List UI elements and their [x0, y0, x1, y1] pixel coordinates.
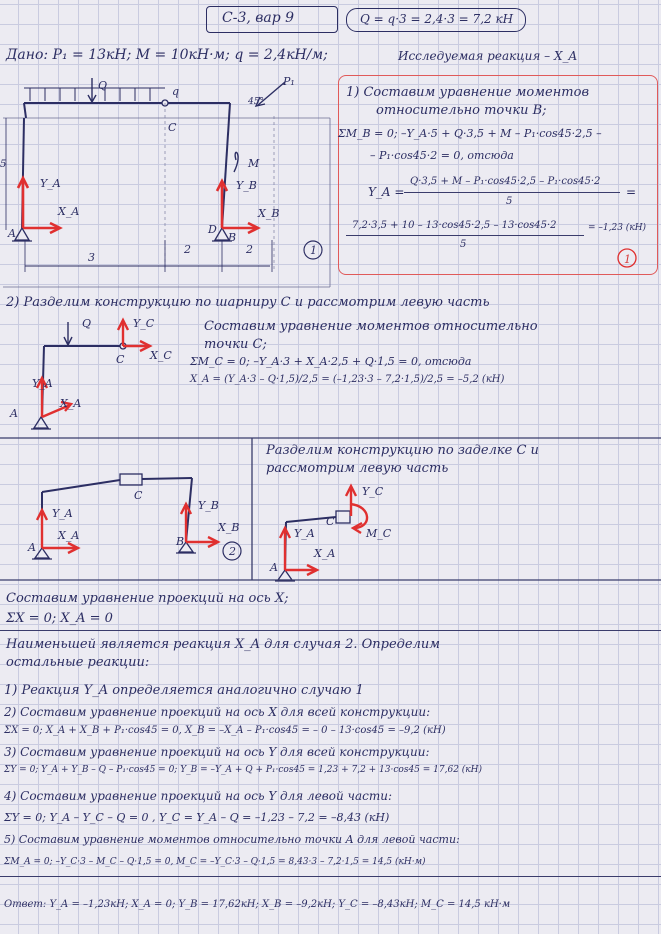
step1-eq1: ΣM_B = 0; –Y_A·5 + Q·3,5 + M – P₁·cos45·2,5 –: [338, 127, 602, 140]
step2-YC: Y_C: [133, 317, 155, 330]
fig1-XA: X_A: [58, 205, 80, 218]
summary-line1: Наименьшей является реакция X_A для случая 2. Определим: [6, 637, 441, 652]
step2-YA: Y_A: [32, 377, 53, 390]
fig2-XA: X_A: [58, 529, 80, 542]
item5-eq: ΣM_A = 0; –Y_C·3 – M_C – Q·1,5 = 0, M_C = –Y_C·3 – Q·1,5 = 8,43·3 – 7,2·1,5 = 14,5 (кН·м): [4, 857, 426, 867]
fig1-P1: P₁: [283, 75, 295, 88]
step1-ya-result: = –1,23 (кН): [588, 223, 647, 233]
divider-proj: [0, 630, 661, 631]
fig1-dim-5: 5: [0, 159, 7, 170]
step3-A: A: [270, 561, 278, 574]
step2-Q: Q: [82, 317, 92, 330]
item4-eq: ΣY = 0; Y_A – Y_C – Q = 0 , Y_C = Y_A – Q = –1,23 – 7,2 = –8,43 (кН): [4, 811, 390, 824]
step2-text2: точки C;: [204, 337, 267, 352]
fig1-dim-2b: 2: [246, 243, 253, 256]
given-line: Дано: P₁ = 13кН; M = 10кН·м; q = 2,4кН/м;: [6, 47, 328, 63]
step1-ya-lhs: Y_A =: [368, 185, 405, 199]
investigated-reaction: Исследуемая реакция – X_A: [398, 49, 578, 63]
fig2-A: A: [28, 541, 36, 554]
fig1-dim-3: 3: [88, 251, 95, 264]
step1-title2: относительно точки B;: [376, 103, 547, 118]
fig2-B: B: [176, 535, 185, 548]
step3-C: C: [326, 515, 335, 528]
step2-XA: X_A: [60, 397, 82, 410]
fig1-angle: 45°: [248, 97, 264, 107]
proj-eq: ΣX = 0; X_A = 0: [6, 611, 113, 626]
fig1-q: q: [172, 85, 180, 98]
variant-label: С-3, вар 9: [222, 10, 295, 26]
step1-ya-num: Q·3,5 + M – P₁·cos45·2,5 – P₁·cos45·2: [410, 176, 601, 187]
fig1-YB: Y_B: [236, 179, 257, 192]
summary-line2: остальные реакции:: [6, 655, 150, 670]
step2-title: 2) Разделим конструкцию по шарниру C и рассмотрим левую часть: [6, 295, 490, 310]
step1-eq2: – P₁·cos45·2 = 0, отсюда: [370, 149, 514, 162]
proj-title: Составим уравнение проекций на ось X;: [6, 591, 289, 606]
fig2-number: 2: [229, 545, 236, 558]
fig2-YA: Y_A: [52, 507, 73, 520]
item3-title: 3) Составим уравнение проекций на ось Y для всей конструкции:: [4, 745, 430, 759]
step2-text1: Составим уравнение моментов относительно: [204, 319, 538, 334]
step3-MC: M_C: [366, 527, 392, 540]
step3-YA: Y_A: [294, 527, 315, 540]
step3-XA: X_A: [314, 547, 336, 560]
item2-eq: ΣX = 0; X_A + X_B + P₁·cos45 = 0, X_B = –X_A – P₁·cos45 = – 0 – 13·cos45 = –9,2 (кН): [4, 725, 446, 736]
fig2-XB: X_B: [218, 521, 240, 534]
step2-A: A: [10, 407, 18, 420]
step1-ya-num2: 7,2·3,5 + 10 – 13·cos45·2,5 – 13·cos45·2: [352, 220, 557, 231]
item1-title: 1) Реакция Y_A определяется аналогично случаю 1: [4, 683, 364, 698]
fig1-XB: X_B: [258, 207, 280, 220]
q-calc: Q = q·3 = 2,4·3 = 7,2 кН: [360, 12, 514, 26]
fig1-dim-2a: 2: [184, 243, 191, 256]
step1-number: 1: [624, 253, 631, 266]
step2-C: C: [116, 353, 125, 366]
answer: Ответ: Y_A = –1,23кН; X_A = 0; Y_B = 17,62кН; X_B = –9,2кН; Y_C = –8,43кН; M_C = 14,5 кН·м: [4, 899, 511, 910]
fig1-M: M: [248, 157, 260, 170]
item3-eq: ΣY = 0; Y_A + Y_B – Q – P₁·cos45 = 0; Y_B = –Y_A + Q + P₁·cos45 = 1,23 + 7,2 + 13·cos45 = 17,62 (кН): [4, 765, 483, 775]
fig1-C: C: [168, 121, 177, 134]
fig1-D: D: [208, 223, 217, 236]
fig2-C: C: [134, 489, 143, 502]
fig1-YA: Y_A: [40, 177, 61, 190]
item5-title: 5) Составим уравнение моментов относительно точки A для левой части:: [4, 833, 460, 846]
fig2-YB: Y_B: [198, 499, 219, 512]
step2-eq1: ΣM_C = 0; –Y_A·3 + X_A·2,5 + Q·1,5 = 0, отсюда: [190, 355, 472, 368]
step3-text1: Разделим конструкцию по заделке C и: [266, 443, 539, 458]
step2-XC: X_C: [150, 349, 172, 362]
step3-text2: рассмотрим левую часть: [266, 461, 449, 476]
fig1-A: A: [8, 227, 16, 240]
fig1-B: B: [228, 231, 237, 244]
step1-eq-sign: =: [626, 185, 637, 199]
divider-answer: [0, 876, 661, 877]
step1-title: 1) Составим уравнение моментов: [346, 85, 590, 100]
step2-eq2: X_A = (Y_A·3 – Q·1,5)/2,5 = (–1,23·3 – 7,2·1,5)/2,5 = –5,2 (кН): [190, 374, 505, 385]
step1-ya-den: 5: [506, 196, 513, 207]
fig1-number: 1: [310, 244, 317, 257]
step3-YC: Y_C: [362, 485, 384, 498]
step1-ya-den2: 5: [460, 239, 467, 250]
item2-title: 2) Составим уравнение проекций на ось X для всей конструкции:: [4, 705, 431, 719]
item4-title: 4) Составим уравнение проекций на ось Y для левой части:: [4, 789, 393, 803]
fig1-Q: Q: [98, 79, 108, 92]
